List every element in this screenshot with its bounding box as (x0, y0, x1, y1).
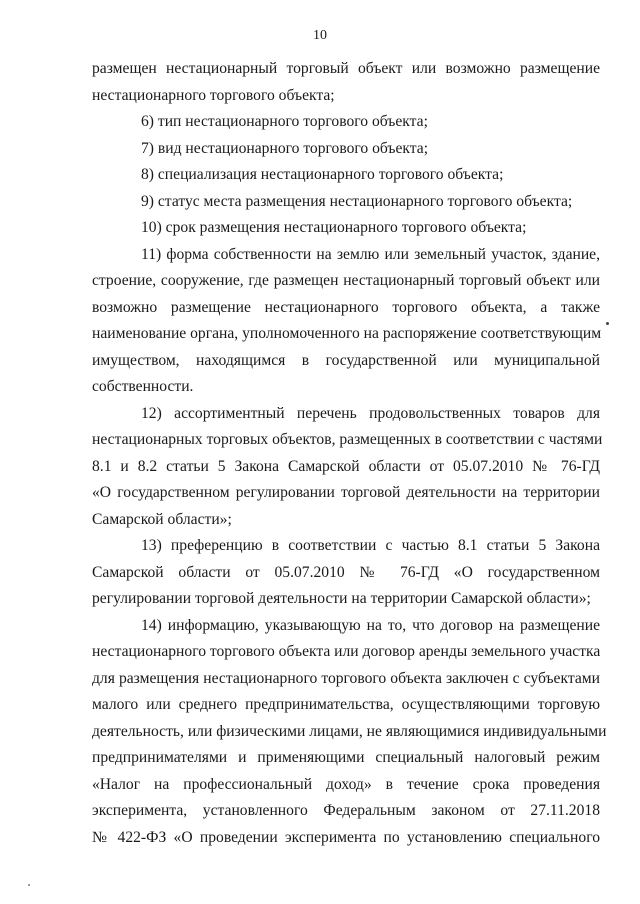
text-line: наименование органа, уполномоченного на распоряжение соответствующим (92, 325, 602, 342)
text-line: «Налог на профессиональный доход» в течение срока проведения (92, 775, 600, 793)
text-line: возможно размещение нестационарного торгового объекта, а также (92, 298, 600, 316)
text-line: размещен нестационарный торговый объект или возможно размещение (92, 60, 600, 77)
text-line: предпринимателями и применяющими специальный налоговый режим (92, 749, 600, 766)
list-item-9: 9) статус места размещения нестационарного торгового объекта; (141, 192, 573, 210)
document-body (92, 56, 607, 851)
list-item-7: 7) вид нестационарного торгового объекта; (141, 139, 429, 157)
text-line: нестационарного торгового объекта; (92, 86, 335, 104)
list-item-14: 14) информацию, указывающую на то, что договор на размещение (141, 616, 600, 634)
text-line: строение, сооружение, где размещен нестационарный торговый объект или (92, 272, 600, 289)
text-line: малого или среднего предпринимательства, осуществляющими торговую (92, 696, 600, 713)
text-line: нестационарных торговых объектов, размещенных в соответствии с частями (92, 431, 603, 448)
text-line: «О государственном регулировании торговой деятельности на территории (92, 484, 600, 501)
list-item-12: 12) ассортиментный перечень продовольственных товаров для (141, 404, 600, 422)
text-line: Самарской области от 05.07.2010 № 76-ГД «О государственном (92, 563, 600, 581)
text-line: для размещения нестационарного торгового объекта заключен с субъектами (92, 669, 600, 687)
text-line: имуществом, находящимся в государственной или муниципальной (92, 351, 600, 369)
scan-speck (606, 322, 609, 325)
list-item-10: 10) срок размещения нестационарного торгового объекта; (141, 219, 527, 236)
text-line: № 422-ФЗ «О проведении эксперимента по установлению специального (92, 828, 600, 846)
text-line: регулировании торговой деятельности на территории Самарской области»; (92, 590, 591, 607)
scan-speck (28, 884, 30, 886)
text-line: эксперимента, установленного Федеральным законом от 27.11.2018 (92, 802, 600, 819)
text-line: 8.1 и 8.2 статьи 5 Закона Самарской области от 05.07.2010 № 76-ГД (92, 457, 600, 475)
page-number: 10 (313, 28, 327, 43)
list-item-6: 6) тип нестационарного торгового объекта; (141, 113, 428, 130)
list-item-11: 11) форма собственности на землю или земельный участок, здание, (141, 245, 600, 263)
text-line: деятельность, или физическими лицами, не являющимися индивидуальными (92, 722, 607, 740)
list-item-8: 8) специализация нестационарного торгового объекта; (141, 166, 504, 183)
text-line: нестационарного торгового объекта или договор аренды земельного участка (92, 643, 601, 660)
list-item-13: 13) преференцию в соответствии с частью 8.1 статьи 5 Закона (141, 537, 600, 554)
text-line: Самарской области»; (92, 510, 232, 528)
text-line: собственности. (92, 378, 194, 395)
